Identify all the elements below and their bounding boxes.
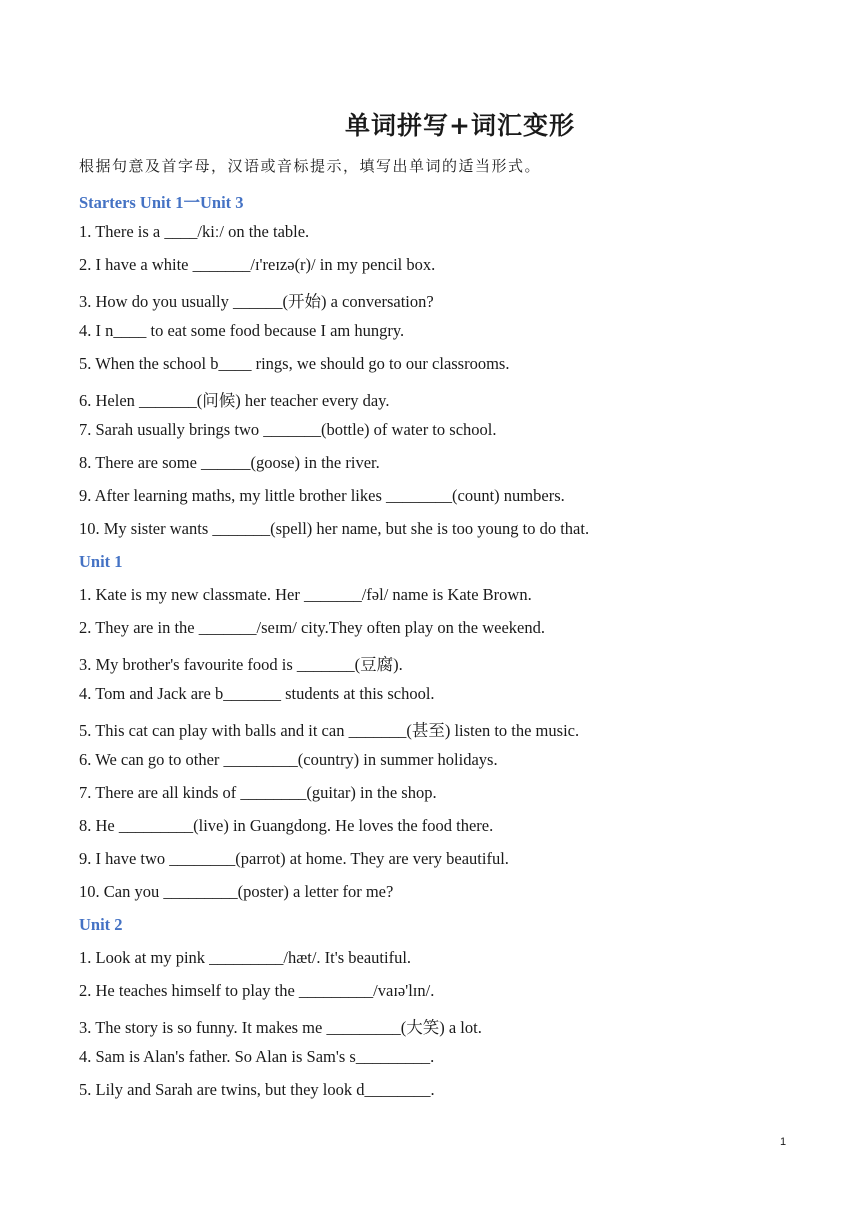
question-item: 4. Tom and Jack are b_______ students at this school. bbox=[79, 684, 435, 703]
question-item: 1. Look at my pink _________/hæt/. It's beautiful. bbox=[79, 948, 412, 967]
question-item: 6. Helen _______(问候) her teacher every day. bbox=[79, 391, 390, 410]
question-item: 1. Kate is my new classmate. Her _______/fəl/ name is Kate Brown. bbox=[79, 585, 532, 604]
question-item: 7. Sarah usually brings two _______(bottle) of water to school. bbox=[79, 420, 497, 439]
question-item: 2. He teaches himself to play the _________/vaɪə'lɪn/. bbox=[79, 981, 435, 1000]
question-item: 2. I have a white _______/ɪ'reɪzə(r)/ in my pencil box. bbox=[79, 255, 436, 274]
question-item: 5. When the school b____ rings, we should go to our classrooms. bbox=[79, 354, 510, 373]
question-item: 10. Can you _________(poster) a letter for me? bbox=[79, 882, 394, 901]
question-item: 3. My brother's favourite food is _______(豆腐). bbox=[79, 655, 403, 674]
question-item: 2. They are in the _______/seɪm/ city.They often play on the weekend. bbox=[79, 618, 545, 637]
question-item: 7. There are all kinds of ________(guitar) in the shop. bbox=[79, 783, 437, 802]
question-item: 5. This cat can play with balls and it can _______(甚至) listen to the music. bbox=[79, 721, 580, 740]
question-item: 8. He _________(live) in Guangdong. He loves the food there. bbox=[79, 816, 494, 835]
question-item: 6. We can go to other _________(country) in summer holidays. bbox=[79, 750, 498, 769]
question-item: 1. There is a ____/kiː/ on the table. bbox=[79, 222, 310, 241]
page-title: 单词拼写+词汇变形 bbox=[345, 111, 575, 140]
instruction-text: 根据句意及首字母，汉语或音标提示，填写出单词的适当形式。 bbox=[79, 157, 542, 175]
question-item: 4. I n____ to eat some food because I am hungry. bbox=[79, 321, 405, 340]
question-item: 9. I have two ________(parrot) at home. They are very beautiful. bbox=[79, 849, 509, 868]
question-item: 10. My sister wants _______(spell) her name, but she is too young to do that. bbox=[79, 519, 590, 538]
section-heading-unit-2: Unit 2 bbox=[79, 915, 123, 934]
question-item: 5. Lily and Sarah are twins, but they look d________. bbox=[79, 1080, 435, 1099]
question-item: 9. After learning maths, my little brother likes ________(count) numbers. bbox=[79, 486, 565, 505]
section-heading-starters: Starters Unit 1一Unit 3 bbox=[79, 193, 244, 212]
question-item: 3. The story is so funny. It makes me _________(大笑) a lot. bbox=[79, 1018, 482, 1037]
question-item: 3. How do you usually ______(开始) a conversation? bbox=[79, 292, 434, 311]
question-item: 8. There are some ______(goose) in the river. bbox=[79, 453, 380, 472]
page-number: 1 bbox=[780, 1136, 787, 1148]
question-item: 4. Sam is Alan's father. So Alan is Sam's s_________. bbox=[79, 1047, 435, 1066]
section-heading-unit-1: Unit 1 bbox=[79, 552, 123, 571]
